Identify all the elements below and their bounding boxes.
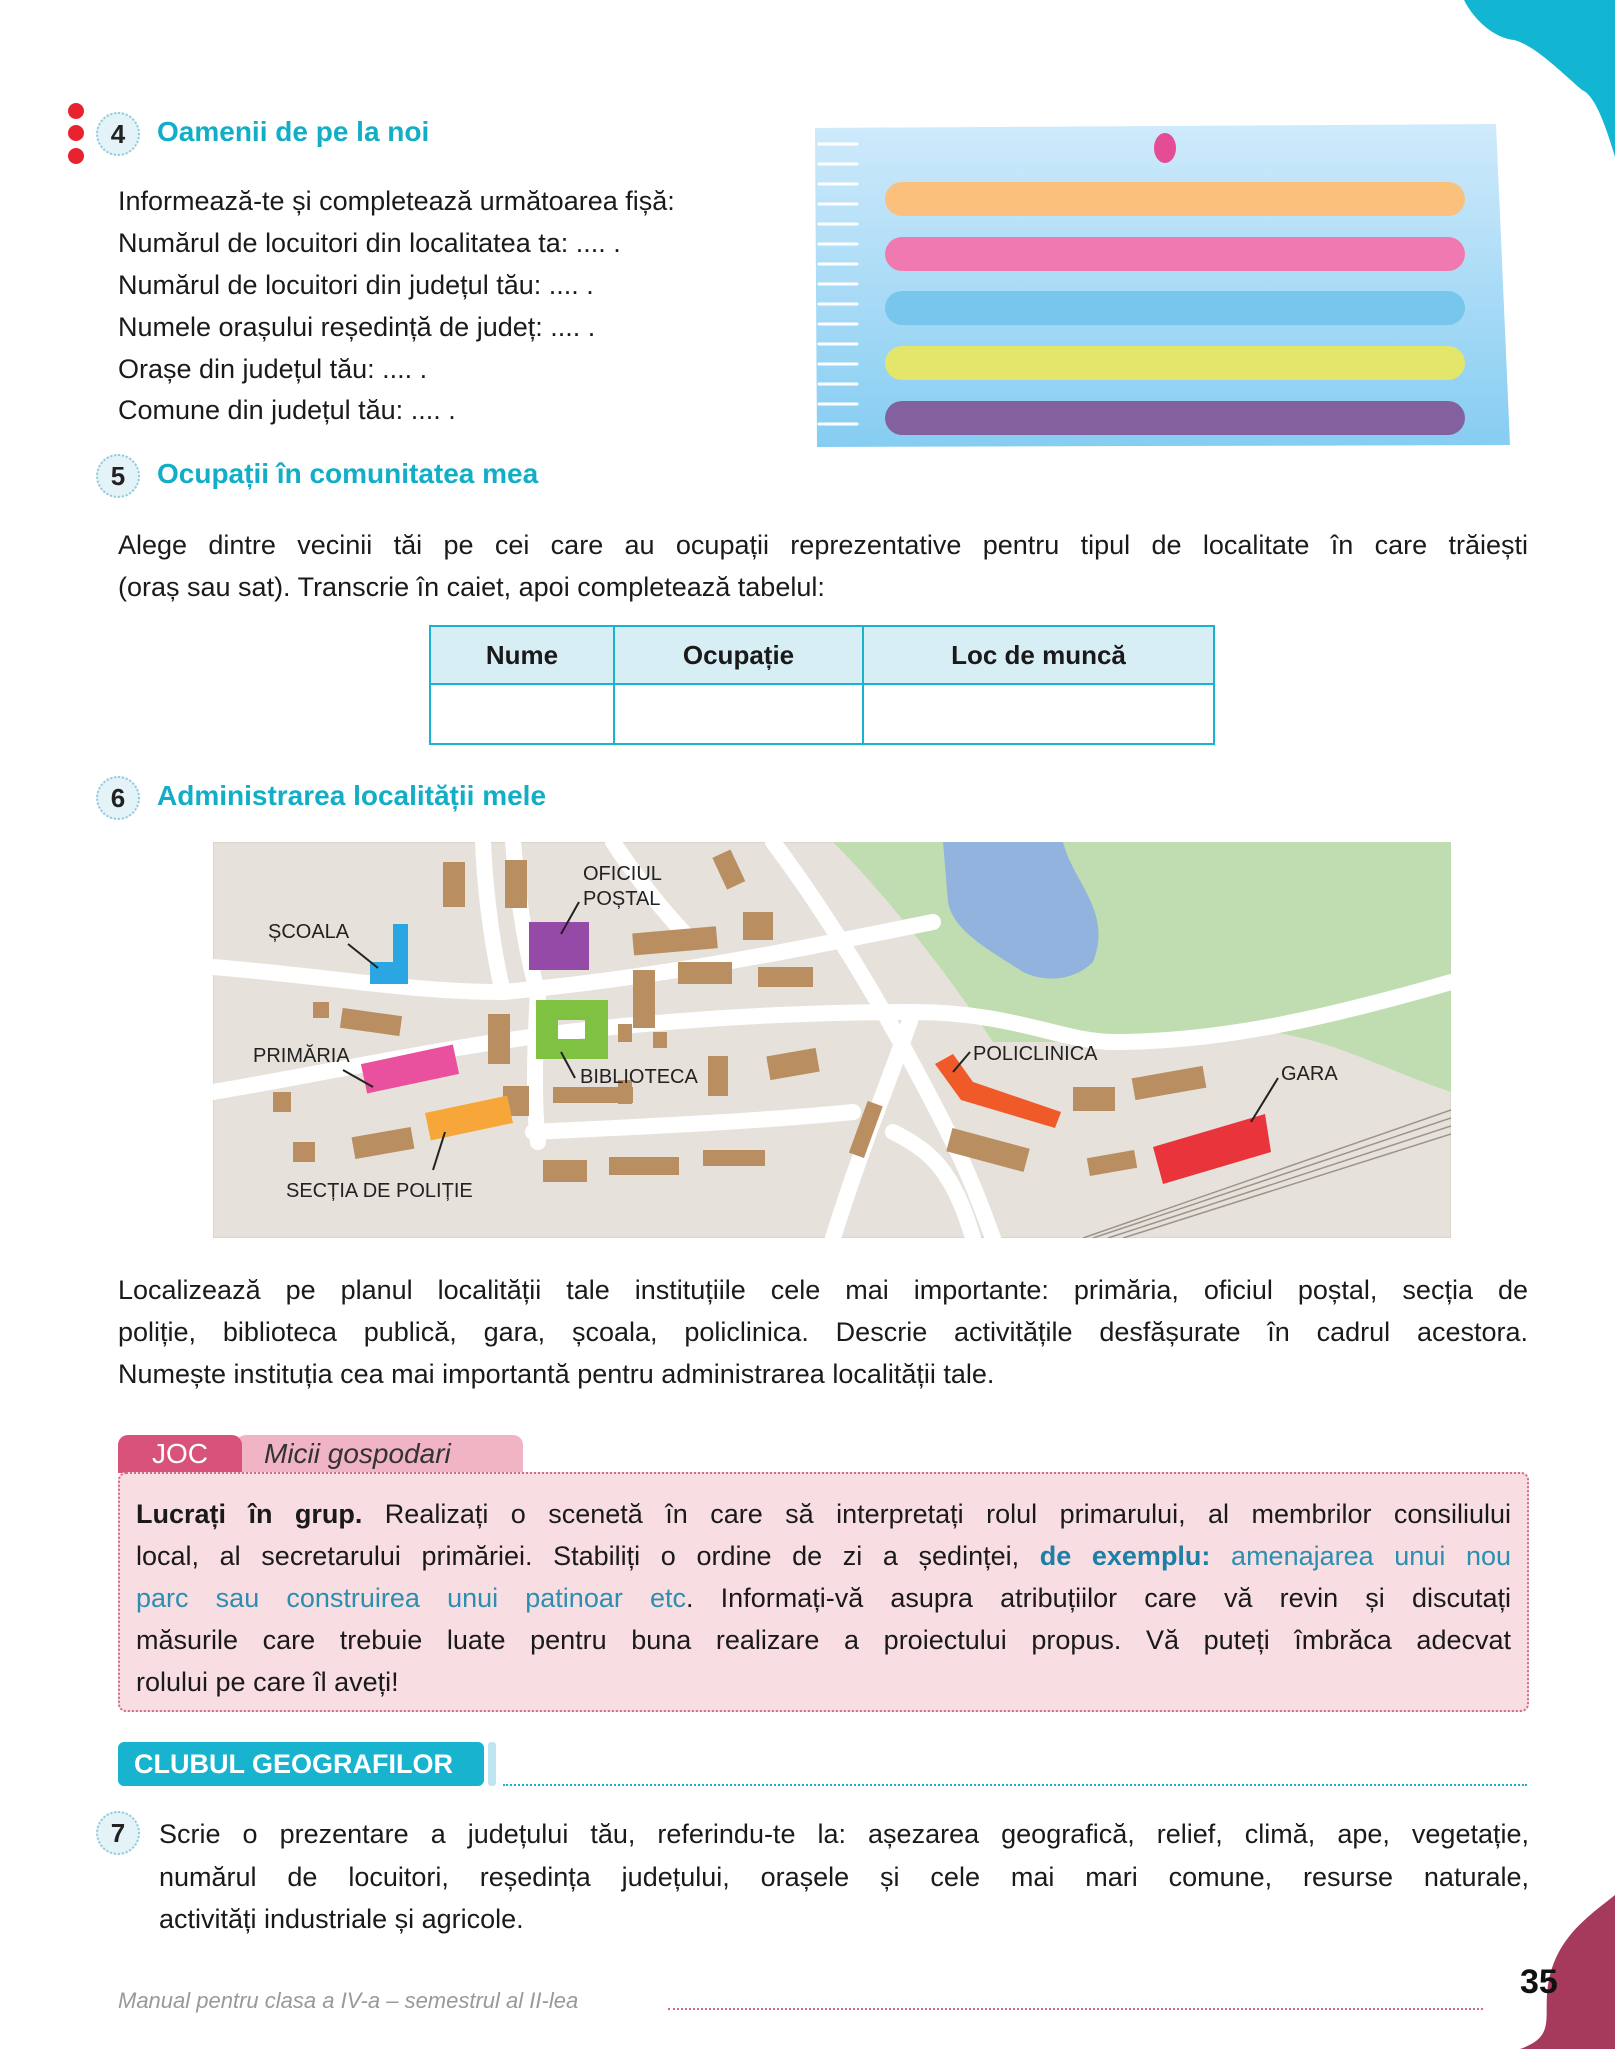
page-number: 35 (1520, 1963, 1558, 2001)
divider (488, 1742, 496, 1786)
bullet-dot (68, 148, 84, 164)
exercise-title: Administrarea localității mele (157, 780, 547, 811)
table-cell (863, 684, 1214, 744)
post-office-building (529, 922, 589, 970)
footer-text: Manual pentru clasa a IV-a – semestrul al II-lea (118, 1988, 579, 2013)
pushpin-icon (1154, 133, 1176, 163)
table-cell (614, 684, 863, 744)
text-line: activități industriale și agricole. (159, 1904, 524, 1934)
map-label-town-hall: PRIMĂRIA (253, 1045, 350, 1067)
text-line: poliție, biblioteca publică, gara, școala, policlinica. Descrie activitățile desfășurate în cadrul acestora. (118, 1317, 1528, 1347)
map-label-police: SECȚIA DE POLIȚIE (286, 1180, 473, 1202)
exercise-number: 5 (96, 454, 140, 498)
text-line: Localizează pe planul localității tale instituțiile cele mai importante: primăria, oficiul poștal, secția de (118, 1275, 1528, 1305)
text-line: numărul de locuitori, reședința județului, orașele și cele mai mari comune, resurse naturale, (159, 1862, 1529, 1892)
game-text-line: măsurile care trebuie luate pentru buna realizare a proiectului propus. Vă puteți îmbrăca adecvat (136, 1625, 1511, 1655)
section-label-club: CLUBUL GEOGRAFILOR (118, 1742, 484, 1786)
text-line: (oraș sau sat). Transcrie în caiet, apoi completează tabelul: (118, 572, 825, 602)
text-line: Numele orașului reședință de județ: .... . (118, 312, 596, 342)
text: . Informați-vă asupra atribuțiilor care vă revin și discutați (686, 1583, 1512, 1613)
column-header: Nume (430, 626, 614, 684)
game-tag: JOC (118, 1435, 242, 1473)
text-line: Scrie o prezentare a județului tău, referindu-te la: așezarea geografică, relief, climă, ape, vegetație, (159, 1819, 1529, 1849)
text-line: Orașe din județul tău: .... . (118, 354, 428, 384)
text-line: Numește instituția cea mai importantă pentru administrarea localității tale. (118, 1359, 995, 1389)
table-cell (430, 684, 614, 744)
exercise-title: Ocupații în comunitatea mea (157, 458, 539, 489)
table-row (430, 684, 1214, 744)
game-text-line: rolului pe care îl aveți! (136, 1667, 399, 1697)
exercise-number: 6 (96, 776, 140, 820)
map-label-library: BIBLIOTECA (580, 1066, 698, 1088)
bullet-dot (68, 125, 84, 141)
locality-map (213, 842, 1451, 1238)
game-title: Micii gospodari (264, 1438, 451, 1469)
map-label-post-office: POȘTAL (583, 888, 661, 910)
occupations-table (429, 625, 1215, 745)
exercise-number: 7 (96, 1811, 140, 1855)
game-text-line (136, 1539, 1511, 1573)
text: local, al secretarului primăriei. Stabiliți o ordine de zi a ședinței, (136, 1541, 1040, 1571)
map-label-polyclinic: POLICLINICA (973, 1043, 1098, 1065)
text-line: Comune din județul tău: .... . (118, 395, 456, 425)
game-text-line (136, 1581, 1511, 1615)
text-line: Numărul de locuitori din județul tău: .... . (118, 270, 594, 300)
exercise-title: Oamenii de pe la noi (157, 116, 430, 147)
column-header: Ocupație (614, 626, 863, 684)
example-text: amenajarea unui nou (1210, 1541, 1511, 1571)
example-label: de exemplu: (1039, 1541, 1211, 1571)
column-header: Loc de muncă (863, 626, 1214, 684)
notepad-illustration (813, 120, 1513, 450)
footer-divider (668, 2008, 1483, 2010)
text-line: Alege dintre vecinii tăi pe cei care au ocupații reprezentative pentru tipul de localitate în care trăiești (118, 530, 1528, 560)
map-label-school: ȘCOALA (268, 921, 350, 943)
bold-text: Lucrați în grup. (136, 1499, 363, 1529)
map-label-station: GARA (1281, 1063, 1338, 1085)
bullet-dot (68, 103, 84, 119)
map-label-post-office: OFICIUL (583, 863, 662, 885)
text: Realizați o scenetă în care să interpretați rolul primarului, al membrilor consiliului (362, 1499, 1511, 1529)
text-line: Informează-te și completează următoarea fișă: (118, 186, 675, 216)
exercise-number: 4 (96, 112, 140, 156)
game-text-line (136, 1497, 1511, 1531)
divider (503, 1784, 1527, 1786)
game-title-tab (236, 1435, 523, 1473)
text-line: Numărul de locuitori din localitatea ta: .... . (118, 228, 621, 258)
example-text: parc sau construirea unui patinoar etc (136, 1583, 687, 1613)
